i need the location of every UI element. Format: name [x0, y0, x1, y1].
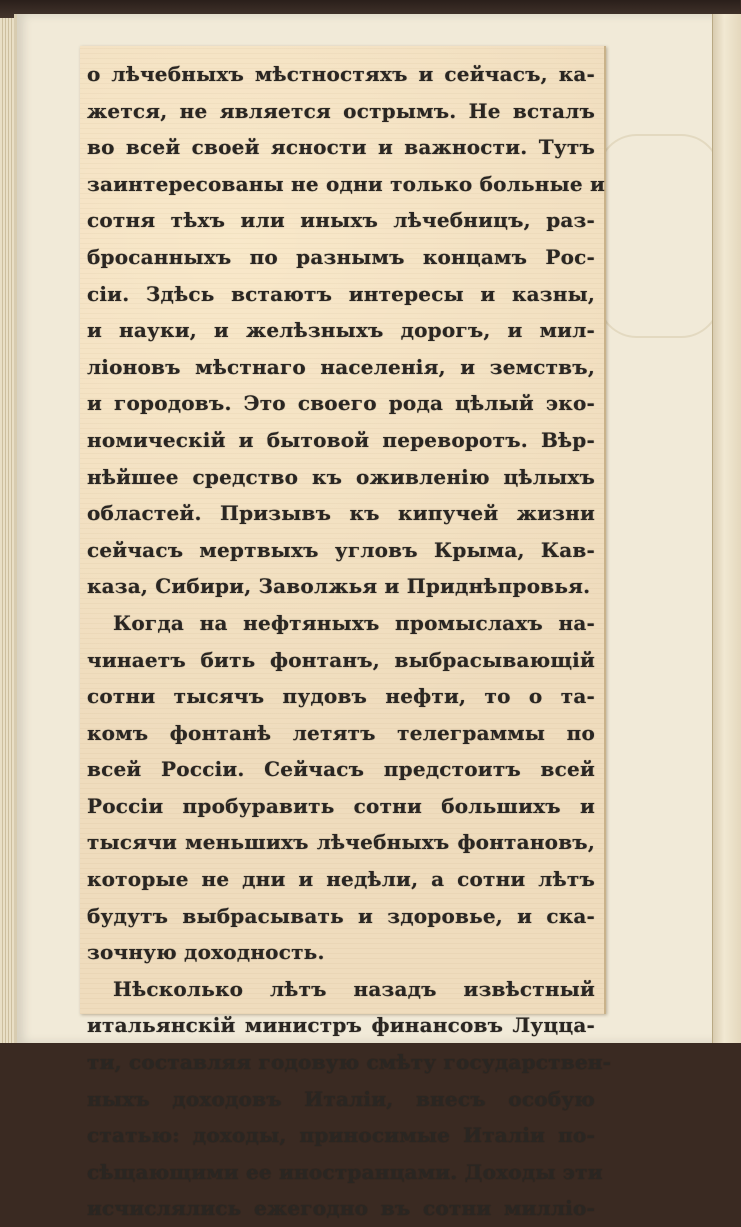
text-line: статью: доходы, приносимые Италіи по- — [87, 1123, 595, 1148]
paper-watermark — [597, 134, 721, 338]
text-line: и науки, и желѣзныхъ дорогъ, и мил- — [87, 318, 595, 343]
text-line: ныхъ доходовъ Италіи, внесъ особую — [87, 1086, 595, 1111]
text-line: которые не дни и недѣли, а сотни лѣтъ — [87, 867, 595, 892]
text-line: сотня тѣхъ или иныхъ лѣчебницъ, раз- — [87, 208, 595, 233]
clipping-text — [87, 56, 612, 1227]
text-line: сотни тысячъ пудовъ нефти, то о та- — [87, 684, 595, 709]
text-line: о лѣчебныхъ мѣстностяхъ и сейчасъ, ка- — [87, 62, 595, 86]
text-line: Нѣсколько лѣтъ назадъ извѣстный — [113, 976, 595, 1001]
text-line: номическій и бытовой переворотъ. Вѣр- — [87, 427, 595, 452]
newspaper-clipping — [80, 46, 612, 1221]
text-line: сіи. Здѣсь встаютъ интересы и казны, — [87, 281, 595, 306]
text-line: заинтересованы не одни только больные и — [87, 171, 605, 196]
text-line: всей Россіи. Сейчасъ предстоитъ всей — [87, 757, 595, 782]
text-line: во всей своей ясности и важности. Тутъ — [87, 135, 595, 160]
text-line: нѣйшее средство къ оживленію цѣлыхъ — [87, 464, 595, 489]
text-line: сѣщающими ее иностранцами. Доходы эти — [87, 1159, 603, 1184]
text-line: Россіи пробуравить сотни большихъ и — [87, 793, 595, 818]
text-line: сейчасъ мертвыхъ угловъ Крыма, Кав- — [87, 537, 595, 562]
text-line: Когда на нефтяныхъ промыслахъ на- — [113, 610, 595, 635]
text-line: бросанныхъ по разнымъ концамъ Рос- — [87, 244, 595, 269]
text-line: ти, составляя годовую смѣту государствен- — [87, 1050, 612, 1075]
text-line: комъ фонтанѣ летятъ телеграммы по — [87, 720, 595, 745]
text-line: чинаетъ бить фонтанъ, выбрасывающій — [87, 647, 595, 672]
paragraph — [87, 971, 612, 1227]
text-line: областей. Призывъ къ кипучей жизни — [87, 501, 595, 526]
paragraph — [87, 605, 595, 971]
text-line: исчислялись ежегодно въ сотни милліо- — [87, 1196, 595, 1221]
text-line: ліоновъ мѣстнаго населенія, и земствъ, — [87, 354, 595, 379]
text-line: будутъ выбрасывать и здоровье, и ска- — [87, 903, 595, 928]
album-right-fold — [712, 14, 741, 1043]
text-line: зочную доходность. — [87, 940, 325, 965]
text-line: тысячи меньшихъ лѣчебныхъ фонтановъ, — [87, 830, 595, 855]
text-line: и городовъ. Это своего рода цѣлый эко- — [87, 391, 595, 416]
paragraph — [87, 56, 605, 605]
text-line: жется, не является острымъ. Не всталъ — [87, 98, 595, 123]
text-line: итальянскій министръ финансовъ Луцца- — [87, 1013, 595, 1038]
text-line: каза, Сибири, Заволжья и Приднѣпровья. — [87, 574, 591, 599]
